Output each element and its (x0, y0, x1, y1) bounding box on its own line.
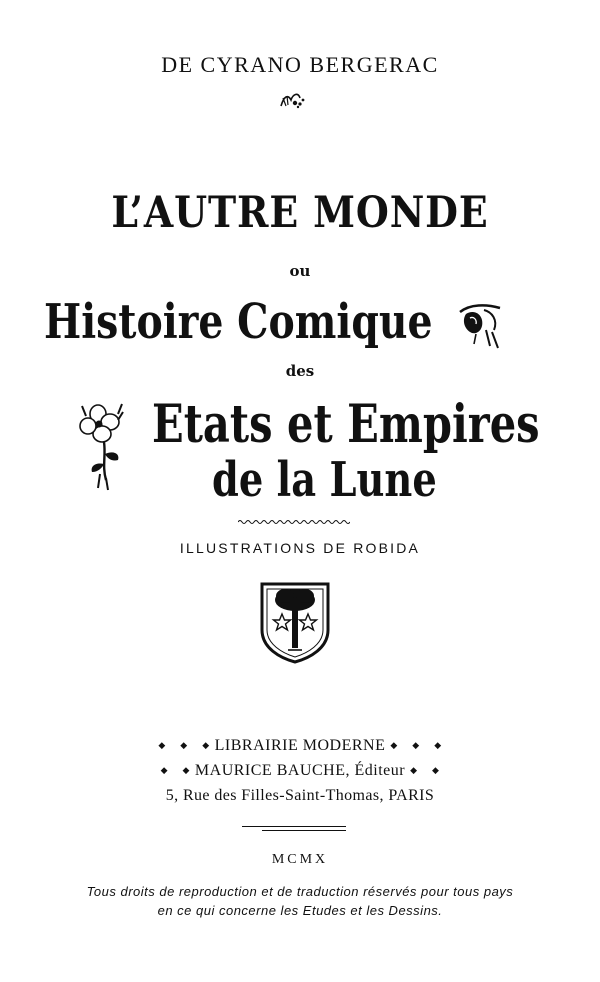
publisher-address: 5, Rue des Filles-Saint-Thomas, PARIS (165, 787, 435, 804)
diamond-ornament-icon: ◆ (390, 740, 398, 750)
divider-rule (242, 826, 346, 827)
bellflower-ornament-icon (456, 300, 504, 352)
diamond-ornament-icon: ◆ (412, 740, 420, 750)
divider-rule (262, 830, 346, 831)
diamond-ornament-icon: ◆ (410, 765, 418, 775)
publication-year: MCMX (271, 852, 329, 867)
title-line-2: Histoire Comique (44, 294, 433, 350)
diamond-ornament-icon: ◆ (158, 740, 166, 750)
title-conjunction-ou: ou (289, 262, 311, 280)
title-line-1: L’AUTRE MONDE (111, 188, 489, 238)
flower-stem-ornament-icon (78, 400, 130, 492)
diamond-ornament-icon: ◆ (160, 765, 168, 775)
diamond-ornament-icon: ◆ (180, 740, 188, 750)
publisher-name-line (0, 737, 600, 755)
publisher-editor-line (0, 762, 600, 780)
diamond-ornament-icon: ◆ (432, 765, 440, 775)
publisher-name: LIBRAIRIE MODERNE (214, 737, 386, 754)
title-conjunction-des: des (285, 362, 315, 380)
diamond-ornament-icon: ◆ (434, 740, 442, 750)
diamond-ornament-icon: ◆ (182, 765, 190, 775)
author-name: DE CYRANO BERGERAC (161, 52, 439, 77)
flourish-ornament-icon (278, 88, 308, 112)
illustrations-credit: ILLUSTRATIONS DE ROBIDA (179, 540, 421, 556)
coat-of-arms-icon (258, 580, 332, 664)
decorative-squiggle-rule (238, 518, 350, 526)
title-line-3: Etats et Empires (152, 394, 540, 455)
rights-notice-line-1: Tous droits de reproduction et de traduction réservés pour tous pays (86, 884, 514, 899)
title-line-4: de la Lune (212, 452, 437, 508)
publisher-editor: MAURICE BAUCHE, Éditeur (194, 762, 406, 779)
rights-notice-line-2: en ce qui concerne les Etudes et les Dessins. (157, 903, 443, 918)
diamond-ornament-icon: ◆ (202, 740, 210, 750)
